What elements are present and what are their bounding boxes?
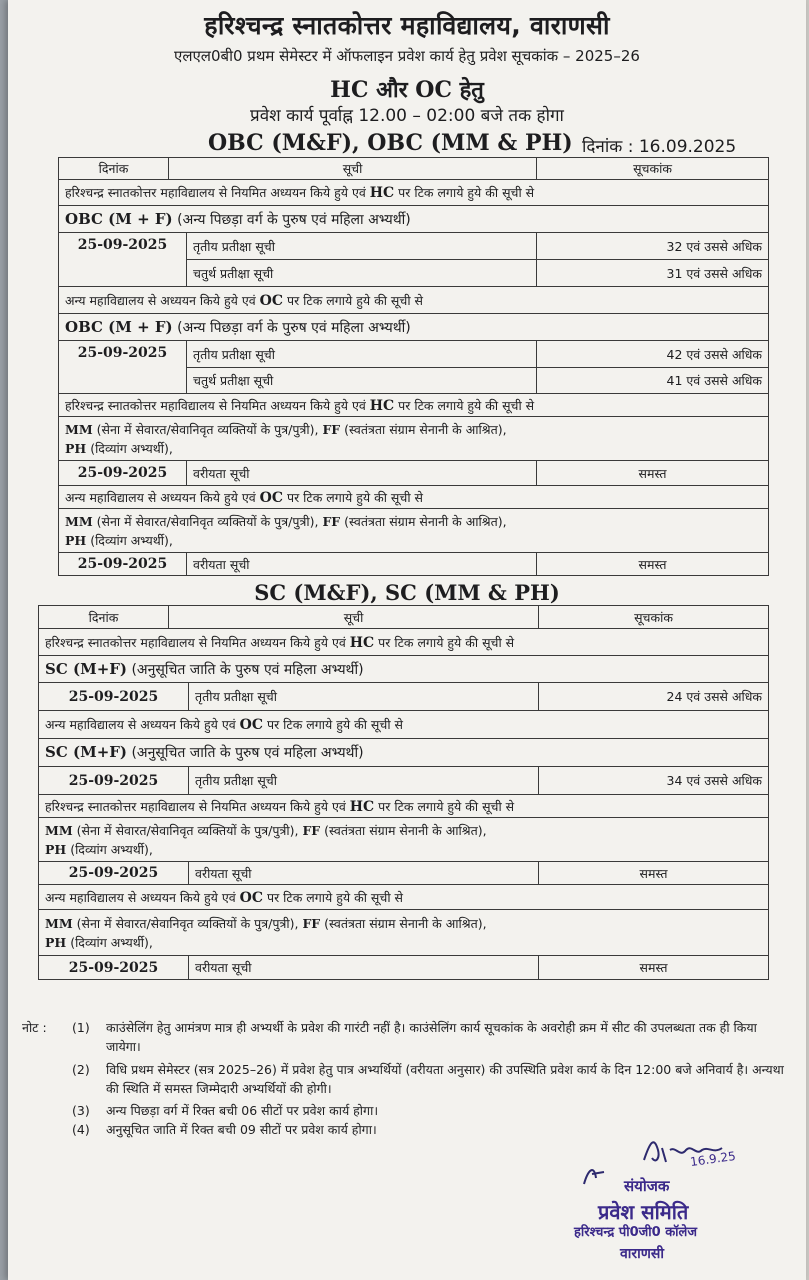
index-cell: समस्त	[539, 956, 769, 980]
index-cell: 42 एवं उससे अधिक	[537, 341, 769, 368]
mm-code: MM	[65, 513, 93, 529]
hc-source-row	[59, 180, 769, 206]
table-row	[59, 341, 769, 368]
index-cell: 34 एवं उससे अधिक	[539, 767, 769, 795]
table-row	[59, 206, 769, 233]
sc-description: (अनुसूचित जाति के पुरुष एवं महिला अभ्यर्थी)	[127, 745, 364, 761]
note-text: अन्य पिछड़ा वर्ग में रिक्त बची 06 सीटों पर प्रवेश कार्य होगा।	[106, 1103, 379, 1118]
handwritten-signature	[636, 1128, 756, 1178]
oc-source-row	[59, 486, 769, 509]
ph-code: PH	[45, 934, 67, 950]
table-row	[59, 233, 769, 260]
sc-code: SC (M+F)	[45, 743, 128, 761]
source-text: से नियमित अध्ययन किये हुये एवं	[194, 634, 350, 650]
sc-section-heading: SC (M&F), SC (MM & PH)	[254, 580, 560, 605]
ff-description: (स्वतंत्रता संग्राम सेनानी के आश्रित),	[320, 822, 487, 838]
ff-code: FF	[302, 915, 321, 931]
oc-code: OC	[259, 292, 284, 309]
table-row	[39, 956, 769, 980]
column-header-list: सूची	[169, 158, 537, 180]
obc-category-row	[59, 206, 769, 233]
obc-section-heading: OBC (M&F), OBC (MM & PH)	[208, 130, 573, 156]
table-row	[39, 885, 769, 910]
college-name-text: अन्य महाविद्यालय	[45, 889, 124, 905]
list-cell: तृतीय प्रतीक्षा सूची	[189, 683, 539, 711]
admission-timing: प्रवेश कार्य पूर्वाह्न 12.00 – 02:00 बजे तक होगा	[250, 106, 564, 126]
date-cell: 25-09-2025	[39, 767, 189, 795]
stamp-committee: प्रवेश समिति	[598, 1200, 689, 1224]
table-row	[39, 818, 769, 862]
table-row	[39, 711, 769, 739]
source-text: से अध्ययन किये हुये एवं	[143, 292, 260, 308]
hc-code: HC	[369, 185, 395, 201]
table-row	[59, 394, 769, 417]
note-number: (3)	[72, 1103, 90, 1118]
ph-description: (दिव्यांग अभ्यर्थी),	[86, 532, 173, 548]
oc-code: OC	[239, 717, 264, 733]
source-text: से अध्ययन किये हुये एवं	[143, 489, 260, 505]
list-cell: वरीयता सूची	[187, 461, 537, 486]
index-cell: 24 एवं उससे अधिक	[539, 683, 769, 711]
hc-oc-heading: HC और OC हेतु	[330, 77, 484, 103]
hc-source-row	[39, 795, 769, 818]
note-text: अनुसूचित जाति में रिक्त बची 09 सीटों पर प्रवेश कार्य होगा।	[106, 1122, 377, 1137]
mm-description: (सेना में सेवारत/सेवानिवृत व्यक्तियों के पुत्र/पुत्री),	[72, 915, 303, 931]
list-cell: चतुर्थ प्रतीक्षा सूची	[187, 260, 537, 287]
table-row	[59, 461, 769, 486]
source-suffix: पर टिक लगाये हुये की सूची से	[374, 798, 515, 814]
column-header-date: दिनांक	[59, 158, 169, 180]
mm-ff-ph-row	[59, 509, 769, 553]
notice-date: दिनांक : 16.09.2025	[582, 137, 737, 157]
list-cell: तृतीय प्रतीक्षा सूची	[187, 341, 537, 368]
college-title: हरिश्चन्द्र स्नातकोत्तर महाविद्यालय, वाराणसी	[204, 11, 610, 40]
table-header-row	[39, 606, 769, 629]
note-number: (2)	[72, 1062, 90, 1077]
hc-source-row	[39, 629, 769, 656]
index-cell: समस्त	[537, 461, 769, 486]
college-name-text: अन्य महाविद्यालय	[65, 292, 144, 308]
list-cell: वरीयता सूची	[189, 956, 539, 980]
note-number: (4)	[72, 1122, 90, 1137]
ff-description: (स्वतंत्रता संग्राम सेनानी के आश्रित),	[340, 513, 507, 529]
index-cell: 32 एवं उससे अधिक	[537, 233, 769, 260]
mm-description: (सेना में सेवारत/सेवानिवृत व्यक्तियों के पुत्र/पुत्री),	[92, 421, 323, 437]
stamp-college: हरिश्चन्द्र पी0जी0 कॉलेज	[574, 1225, 698, 1240]
mm-ff-ph-row	[39, 818, 769, 862]
hc-code: HC	[349, 798, 375, 815]
table-row	[39, 629, 769, 656]
table-row	[39, 862, 769, 885]
hc-code: HC	[349, 634, 375, 651]
sc-table	[38, 605, 769, 980]
column-header-index: सूचकांक	[539, 606, 769, 629]
column-header-index: सूचकांक	[537, 158, 769, 180]
obc-table	[58, 157, 769, 576]
note-item	[22, 1060, 792, 1098]
notes-section	[22, 1018, 792, 1139]
oc-source-row	[39, 885, 769, 910]
table-row	[59, 287, 769, 314]
source-suffix: पर टिक लगाये हुये की सूची से	[283, 489, 423, 505]
source-text: से नियमित अध्ययन किये हुये एवं	[214, 397, 370, 413]
ff-code: FF	[322, 421, 341, 437]
notes-label: नोट :	[22, 1020, 47, 1035]
college-name-text: अन्य महाविद्यालय	[45, 717, 124, 732]
ff-description: (स्वतंत्रता संग्राम सेनानी के आश्रित),	[320, 915, 487, 931]
hc-source-row	[59, 394, 769, 417]
source-text: से नियमित अध्ययन किये हुये एवं	[214, 185, 370, 200]
ff-description: (स्वतंत्रता संग्राम सेनानी के आश्रित),	[340, 421, 507, 437]
ph-description: (दिव्यांग अभ्यर्थी),	[86, 440, 173, 456]
index-cell: समस्त	[537, 553, 769, 576]
oc-code: OC	[259, 489, 284, 506]
date-cell: 25-09-2025	[59, 341, 187, 394]
ph-description: (दिव्यांग अभ्यर्थी),	[66, 934, 153, 950]
oc-source-row	[59, 287, 769, 314]
date-cell: 25-09-2025	[59, 233, 187, 287]
table-row	[39, 910, 769, 956]
stamp-role: संयोजक	[624, 1177, 670, 1195]
sc-description: (अनुसूचित जाति के पुरुष एवं महिला अभ्यर्थी)	[127, 661, 364, 678]
hc-code: HC	[369, 397, 395, 414]
table-header-row	[59, 158, 769, 180]
source-text: से नियमित अध्ययन किये हुये एवं	[194, 798, 350, 814]
ff-code: FF	[322, 513, 341, 529]
ff-code: FF	[302, 822, 321, 838]
source-suffix: पर टिक लगाये हुये की सूची से	[394, 185, 535, 200]
column-header-list: सूची	[169, 606, 539, 629]
note-item	[22, 1101, 792, 1120]
list-cell: चतुर्थ प्रतीक्षा सूची	[187, 368, 537, 394]
mm-description: (सेना में सेवारत/सेवानिवृत व्यक्तियों के पुत्र/पुत्री),	[92, 513, 323, 529]
source-suffix: पर टिक लगाये हुये की सूची से	[263, 717, 403, 732]
mm-description: (सेना में सेवारत/सेवानिवृत व्यक्तियों के पुत्र/पुत्री),	[72, 822, 303, 838]
obc-code: OBC (M + F)	[65, 317, 173, 336]
table-row	[59, 509, 769, 553]
stamp-city: वाराणसी	[620, 1246, 664, 1262]
college-name-text: अन्य महाविद्यालय	[65, 489, 144, 505]
note-number: (1)	[72, 1020, 90, 1035]
mm-ff-ph-row	[39, 910, 769, 956]
list-cell: तृतीय प्रतीक्षा सूची	[189, 767, 539, 795]
index-cell: 31 एवं उससे अधिक	[537, 260, 769, 287]
sc-category-row	[39, 739, 769, 767]
mm-ff-ph-row	[59, 417, 769, 461]
source-text: से अध्ययन किये हुये एवं	[123, 717, 240, 732]
source-suffix: पर टिक लगाये हुये की सूची से	[283, 292, 423, 308]
note-text: काउंसेलिंग हेतु आमंत्रण मात्र ही अभ्यर्थी के प्रवेश की गारंटी नहीं है। काउंसेलिंग कार्य सूचकांक के अवरोही क्रम में सीट की उपलब्धता तक ही किया जायेगा।	[106, 1020, 757, 1054]
source-suffix: पर टिक लगाये हुये की सूची से	[394, 397, 535, 413]
index-cell: समस्त	[539, 862, 769, 885]
mm-code: MM	[65, 421, 93, 437]
table-row	[59, 314, 769, 341]
table-row	[39, 739, 769, 767]
mm-code: MM	[45, 915, 73, 931]
obc-description: (अन्य पिछड़ा वर्ग के पुरुष एवं महिला अभ्यर्थी)	[172, 211, 411, 228]
obc-code: OBC (M + F)	[65, 209, 173, 228]
college-name-text: हरिश्चन्द्र स्नातकोत्तर महाविद्यालय	[65, 397, 215, 413]
ph-code: PH	[65, 532, 87, 548]
college-name-text: हरिश्चन्द्र स्नातकोत्तर महाविद्यालय	[45, 798, 195, 814]
column-header-date: दिनांक	[39, 606, 169, 629]
ph-code: PH	[45, 841, 67, 857]
source-text: से अध्ययन किये हुये एवं	[123, 889, 240, 905]
oc-source-row	[39, 711, 769, 739]
obc-category-row	[59, 314, 769, 341]
list-cell: तृतीय प्रतीक्षा सूची	[187, 233, 537, 260]
source-suffix: पर टिक लगाये हुये की सूची से	[374, 634, 515, 650]
signature-date: 16.9.25	[689, 1148, 737, 1170]
note-item	[22, 1018, 792, 1056]
obc-description: (अन्य पिछड़ा वर्ग के पुरुष एवं महिला अभ्यर्थी)	[172, 319, 411, 336]
list-cell: वरीयता सूची	[189, 862, 539, 885]
sc-category-row	[39, 656, 769, 683]
sc-code: SC (M+F)	[45, 659, 128, 678]
table-row	[59, 553, 769, 576]
mm-code: MM	[45, 822, 73, 838]
date-cell: 25-09-2025	[39, 683, 189, 711]
table-row	[39, 767, 769, 795]
list-cell: वरीयता सूची	[187, 553, 537, 576]
date-cell: 25-09-2025	[59, 461, 187, 486]
table-row	[59, 486, 769, 509]
notice-subtitle: एलएल0बी0 प्रथम सेमेस्टर में ऑफलाइन प्रवेश कार्य हेतु प्रवेश सूचकांक – 2025–26	[174, 47, 640, 65]
college-name-text: हरिश्चन्द्र स्नातकोत्तर महाविद्यालय	[45, 634, 195, 650]
notice-sheet	[8, 0, 806, 1280]
note-text: विधि प्रथम सेमेस्टर (सत्र 2025–26) में प्रवेश हेतु पात्र अभ्यर्थियों (वरीयता अनुसार) की उपस्थिति प्रवेश कार्य के दिन 12:00 बजे अनिवार्य है। अन्यथा की स्थिति में समस्त जिम्मेदारी अभ्यर्थियों की होगी।	[106, 1062, 784, 1096]
date-cell: 25-09-2025	[39, 862, 189, 885]
source-suffix: पर टिक लगाये हुये की सूची से	[263, 889, 403, 905]
date-cell: 25-09-2025	[59, 553, 187, 576]
table-row	[59, 417, 769, 461]
initials-mark	[578, 1160, 618, 1190]
table-row	[39, 656, 769, 683]
ph-description: (दिव्यांग अभ्यर्थी),	[66, 841, 153, 857]
college-name-text: हरिश्चन्द्र स्नातकोत्तर महाविद्यालय	[65, 185, 215, 200]
index-cell: 41 एवं उससे अधिक	[537, 368, 769, 394]
table-row	[59, 180, 769, 206]
table-row	[39, 683, 769, 711]
ph-code: PH	[65, 440, 87, 456]
table-row	[39, 795, 769, 818]
date-cell: 25-09-2025	[39, 956, 189, 980]
oc-code: OC	[239, 889, 264, 906]
